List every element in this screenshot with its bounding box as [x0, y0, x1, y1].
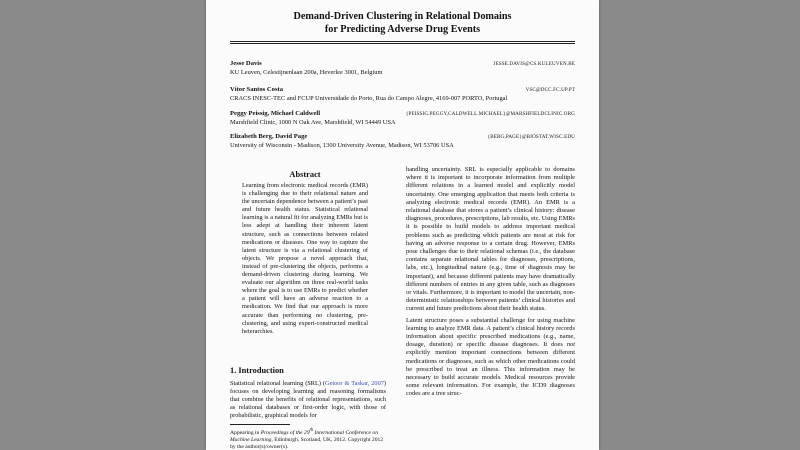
author-affiliation: KU Leuven, Celestijnenlaan 200a, Heverlee 3001, Belgium	[230, 69, 383, 76]
paragraph	[406, 317, 575, 399]
right-column	[406, 166, 575, 402]
paper-title	[206, 10, 599, 36]
paper-page	[206, 0, 599, 450]
paragraph: handling uncertainty. SRL is especially applicable to domains where it is important to incorporate information from multiple different relations in a learned model and explicitly model uncertainty. One emerging application that meets both criteria is analyzing electronic medical records (EMR). An EMR is a relational database that stores a patient’s clinical history: disease diagnoses, procedures, prescriptions, lab results, etc. Using EMRs it is possible to build models to address important medical problems such as predicting which patients are most at risk for having an adverse response to a certain drug. However, EMRs pose challenges due to their relational schemas (i.e., the database contains separate relational tables for diagnoses, prescriptions, labs, etc.), longitudinal nature (e.g., time of diagnosis may be important), and because different patients may have dramatically different numbers of entries in any given table, such as diagnoses or vitals. Furthermore, it is important to model the uncertain, non-deterministic relationships between patients’ clinical histories and current and future predictions about their health status.	[406, 166, 575, 313]
title-rule-bottom	[230, 43, 575, 44]
author-email: {BERG,PAGE}@BIOSTAT.WISC.EDU	[487, 134, 575, 140]
author-name: Jesse Davis	[230, 60, 262, 67]
author-name: Elizabeth Berg, David Page	[230, 133, 308, 140]
author-name: Vítor Santos Costa	[230, 86, 283, 93]
intro-text-rest: ) focuses on developing learning and reasoning formalisms that combine the benefits of relational representations, such as relational databases or first-order logic, with those of probabilistic, graphical models for	[230, 380, 386, 420]
title-line-2: for Predicting Adverse Drug Events	[324, 24, 481, 35]
introduction-text	[230, 380, 386, 420]
para-text: Latent structure poses a substantial challenge for using machine learning to analyze EMR data. A patient’s clinical history records information about specific prescribed medications (e.g., name, dosage, duration) or specific disease diagnoses. It does	[406, 316, 575, 349]
author-affiliation: Marshfield Clinic, 1000 N Oak Ave, Marshfield, WI 54449 USA	[230, 119, 396, 126]
abstract-heading: Abstract	[289, 170, 321, 179]
citation-link[interactable]: Getoor & Taskar, 2007	[325, 380, 384, 387]
footnote-conf: International Conference on Machine Learning	[230, 429, 379, 443]
author-name: Peggy Peissig, Michael Caldwell	[230, 110, 321, 117]
intro-text-start: Statistical relational learning (SRL) (	[230, 380, 326, 387]
footnote-rule	[230, 424, 290, 425]
author-affiliation: University of Wisconsin - Madison, 1300 University Avenue, Madison, WI 53706 USA	[230, 142, 454, 149]
introduction-heading: 1. Introduction	[230, 366, 284, 375]
abstract-text: Learning from electronic medical records (EMR) is challenging due to their relational nature and the uncertain dependence between a patient’s past and future health status. Statistical relational learning is a natural fit for analyzing EMRs but is less adept at handling their inherent latent structure, such as connections between related medications or diseases. One way to capture the latent structure is via a relational clustering of objects. We propose a novel approach that, instead of pre-clustering the objects, performs a demand-driven clustering during learning. We evaluate our algorithm on three real-world tasks where the goal is to use EMRs to predict whether a patient will have an adverse reaction to a medication. We find that our approach is more accurate than performing no clustering, pre-clustering, and using expert-constructed medical heterarchies.	[242, 182, 368, 335]
author-email: {PEISSIG.PEGGY,CALDWELL.MICHAEL}@MARSHFIELDCLINIC.ORG	[405, 111, 575, 117]
footnote-suffix: , Edinburgh, Scotland, UK, 2012. Copyright 2012 by the author(s)/owner(s).	[230, 436, 384, 450]
author-affiliation: CRACS INESC-TEC and FCUP Universidade do Porto, Rua do Campo Alegre, 4169-007 PORTO, Portugal	[230, 95, 508, 102]
title-rule-top	[230, 41, 575, 42]
footnote-venue-text: Proceedings of the 29	[260, 429, 310, 436]
para-text: explicitly mention important connections between different medications or diagnoses, such as which other medications could be prescribed to treat an illness. This information may be necessary to build accurate models. Medical resources provide some relevant information. For example, the ICD9 diagnoses codes are a tree struc-	[406, 349, 575, 398]
title-line-1: Demand-Driven Clustering in Relational Domains	[293, 11, 512, 22]
author-email: VSC@DCC.FC.UP.PT	[525, 87, 575, 93]
author-email: JESSE.DAVIS@CS.KULEUVEN.BE	[493, 61, 575, 67]
footnote	[230, 427, 390, 450]
emphasis: not	[566, 341, 575, 349]
footnote-sup: th	[309, 428, 314, 433]
footnote-prefix: Appearing in	[230, 429, 261, 436]
